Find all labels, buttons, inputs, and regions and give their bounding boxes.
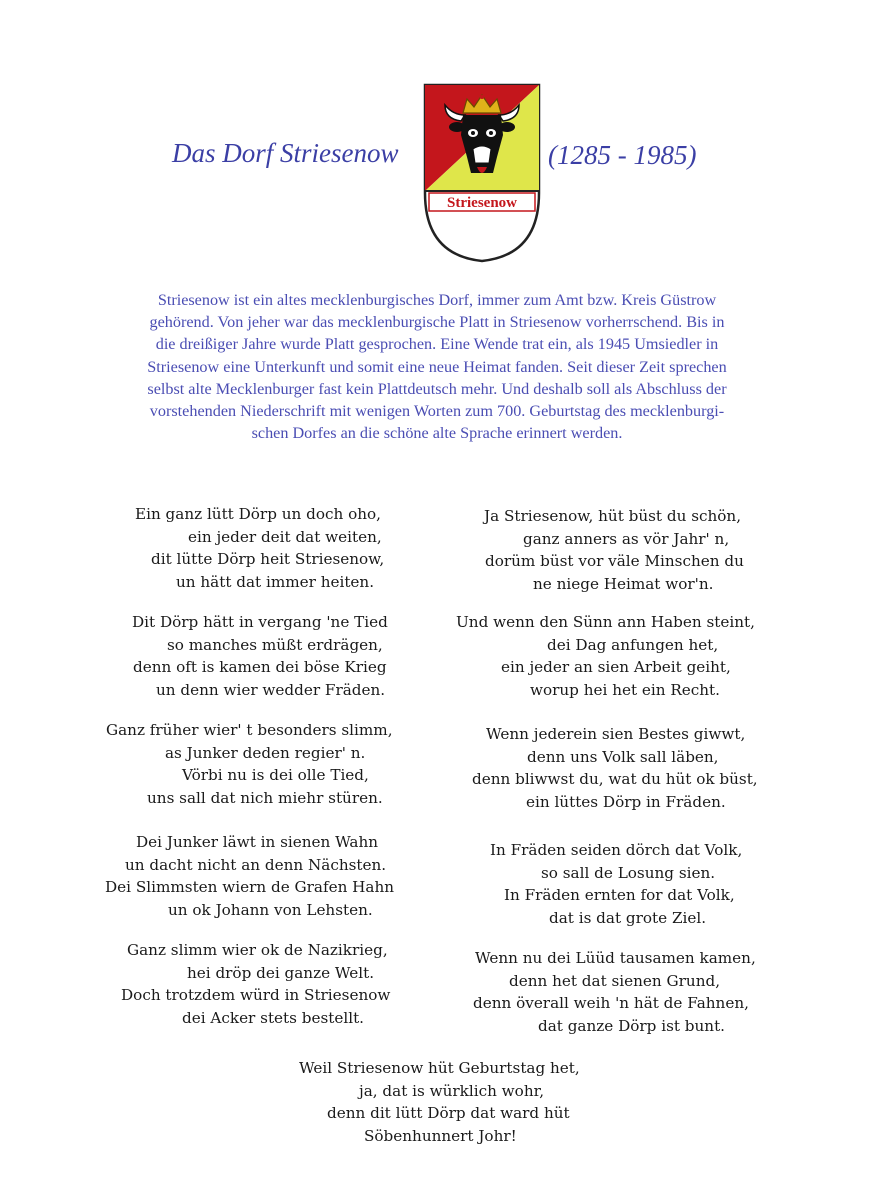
poem-line: un dacht nicht an denn Nächsten. bbox=[125, 855, 387, 874]
poem-line: denn oft is kamen dei böse Krieg bbox=[133, 658, 387, 676]
poem-line: dat is dat grote Ziel. bbox=[549, 908, 707, 927]
poem-line: dorüm büst vor väle Minschen du bbox=[485, 552, 744, 570]
poem-line: denn bliwwst du, wat du hüt ok büst, bbox=[472, 770, 758, 788]
poem-line: dat ganze Dörp ist bunt. bbox=[538, 1016, 726, 1035]
poem-line: Weil Striesenow hüt Geburtstag het, bbox=[299, 1059, 580, 1077]
poem-line: ne niege Heimat wor'n. bbox=[533, 574, 714, 593]
poem-line: so sall de Losung sien. bbox=[541, 863, 716, 882]
poem-line: dit lütte Dörp heit Striesenow, bbox=[151, 550, 385, 568]
poem-line: denn uns Volk sall läben, bbox=[527, 747, 719, 766]
poem-line: un ok Johann von Lehsten. bbox=[168, 900, 373, 919]
intro-paragraph bbox=[112, 289, 762, 444]
poem-line: Wenn nu dei Lüüd tausamen kamen, bbox=[475, 949, 756, 967]
poem-line: Wenn jederein sien Bestes giwwt, bbox=[486, 725, 746, 743]
intro-line: die dreißiger Jahre wurde Platt gesprochen. Eine Wende trat ein, als 1945 Umsiedler in bbox=[155, 335, 719, 354]
poem-line: Vörbi nu is dei olle Tied, bbox=[182, 766, 369, 784]
poem-line: ganz anners as vör Jahr' n, bbox=[523, 529, 730, 548]
poem-line: denn dit lütt Dörp dat ward hüt bbox=[327, 1104, 570, 1122]
poem-line: un hätt dat immer heiten. bbox=[176, 572, 375, 591]
poem-line: ein jeder deit dat weiten, bbox=[188, 527, 382, 546]
poem-line: Ganz slimm wier ok de Nazikrieg, bbox=[127, 941, 388, 959]
coat-of-arms-icon bbox=[423, 83, 541, 263]
intro-line: selbst alte Mecklenburger fast kein Plattdeutsch mehr. Und deshalb soll als Abschluss der bbox=[147, 379, 727, 398]
poem-line: dei Acker stets bestellt. bbox=[182, 1008, 364, 1027]
intro-line: Striesenow eine Unterkunft und somit eine neue Heimat fanden. Seit dieser Zeit sprechen bbox=[147, 357, 727, 376]
intro-line: gehörend. Von jeher war das mecklenburgische Platt in Striesenow vorherrschend. Bis in bbox=[149, 313, 725, 332]
poem-line: Ja Striesenow, hüt büst du schön, bbox=[484, 507, 742, 525]
poem-line: un denn wier wedder Fräden. bbox=[156, 680, 386, 699]
poem-line: Doch trotzdem würd in Striesenow bbox=[121, 986, 391, 1004]
poem-line: Dei Junker läwt in sienen Wahn bbox=[136, 833, 379, 851]
poem-line: ein lüttes Dörp in Fräden. bbox=[526, 792, 726, 811]
poem-line: ja, dat is würklich wohr, bbox=[359, 1081, 545, 1100]
poem-line: so manches müßt erdrägen, bbox=[167, 635, 383, 654]
poem-line: denn het dat sienen Grund, bbox=[509, 971, 721, 990]
poem-line: Dit Dörp hätt in vergang 'ne Tied bbox=[132, 613, 388, 631]
poem-line: ein jeder an sien Arbeit geiht, bbox=[501, 658, 731, 676]
document-title: Das Dorf Striesenow bbox=[172, 138, 399, 168]
poem-line: In Fräden seiden dörch dat Volk, bbox=[490, 841, 743, 859]
poem-line: uns sall dat nich miehr stüren. bbox=[147, 788, 383, 807]
poem-line: Und wenn den Sünn ann Haben steint, bbox=[456, 613, 755, 631]
poem-line: as Junker deden regier' n. bbox=[165, 743, 366, 762]
intro-line: Striesenow ist ein altes mecklenburgisches Dorf, immer zum Amt bzw. Kreis Güstrow bbox=[157, 291, 717, 309]
poem-line: hei dröp dei ganze Welt. bbox=[187, 963, 375, 982]
poem-line: denn överall weih 'n hät de Fahnen, bbox=[473, 994, 749, 1012]
intro-line: vorstehenden Niederschrift mit wenigen Worten zum 700. Geburtstag des mecklenburgi- bbox=[149, 402, 725, 421]
poem-line: dei Dag anfungen het, bbox=[547, 635, 719, 654]
poem-line: Söbenhunnert Johr! bbox=[364, 1126, 517, 1145]
document-years: (1285 - 1985) bbox=[548, 140, 697, 170]
poem-line: In Fräden ernten for dat Volk, bbox=[504, 886, 735, 904]
poem-line: worup hei het ein Recht. bbox=[530, 680, 720, 699]
crest-label: Striesenow bbox=[447, 195, 517, 211]
poem-line: Ein ganz lütt Dörp un doch oho, bbox=[135, 505, 382, 523]
intro-line: schen Dorfes an die schöne alte Sprache erinnert werden. bbox=[251, 424, 623, 443]
poem-line: Dei Slimmsten wiern de Grafen Hahn bbox=[105, 878, 395, 896]
poem-line: Ganz früher wier' t besonders slimm, bbox=[106, 721, 393, 739]
